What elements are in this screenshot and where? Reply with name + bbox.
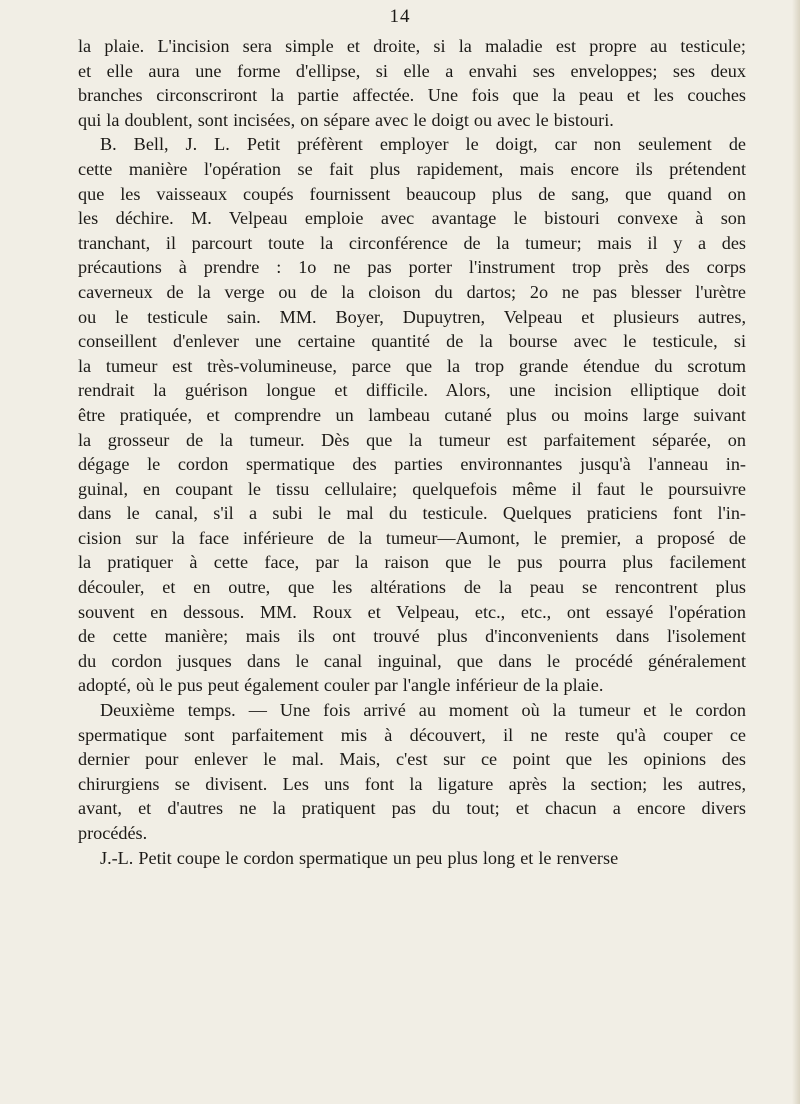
text-line: les déchire. M. Velpeau emploie avec avantage le bistouri convexe à son [78,208,746,229]
text-line: tranchant, il parcourt toute la circonférence de la tumeur; mais il y a des [78,232,746,253]
text-line: la pratiquer à cette face, par la raison que le pus pourra plus facilement [78,552,746,573]
text-line: B. Bell, J. L. Petit préfèrent employer le doigt, car non seulement de [100,134,746,155]
text-line: être pratiquée, et comprendre un lambeau cutané plus ou moins large suivant [78,404,746,425]
text-line: la grosseur de la tumeur. Dès que la tumeur est parfaitement séparée, on [78,429,746,450]
text-line: conseillent d'enlever une certaine quantité de la bourse avec le testicule, si [78,331,746,352]
text-line: spermatique sont parfaitement mis à découvert, il ne reste qu'à couper ce [78,724,746,745]
text-line: cette manière l'opération se fait plus rapidement, mais encore ils prétendent [78,158,746,179]
text-line: la tumeur est très-volumineuse, parce que la trop grande étendue du scrotum [78,355,746,376]
text-line: guinal, en coupant le tissu cellulaire; quelquefois même il faut le poursuivre [78,478,746,499]
page-edge-shadow [792,0,800,1104]
text-line: de cette manière; mais ils ont trouvé plus d'inconvenients dans l'isolement [78,626,746,647]
text-line: cision sur la face inférieure de la tumeur—Aumont, le premier, a proposé de [78,527,746,548]
text-line: avant, et d'autres ne la pratiquent pas du tout; et chacun a encore divers [78,798,746,819]
text-line: ou le testicule sain. MM. Boyer, Dupuytren, Velpeau et plusieurs autres, [78,306,746,327]
text-line: dans le canal, s'il a subi le mal du testicule. Quelques praticiens font l'in- [78,503,746,524]
text-line: procédés. [78,823,148,843]
text-line: J.-L. Petit coupe le cordon spermatique un peu plus long et le renverse [100,847,619,868]
text-line: qui la doublent, sont incisées, on sépare avec le doigt ou avec le bistouri. [78,109,614,130]
text-line: et elle aura une forme d'ellipse, si elle a envahi ses enveloppes; ses deux [78,60,746,81]
page-number: 14 [389,6,411,27]
text-line: branches circonscriront la partie affectée. Une fois que la peau et les couches [78,85,746,106]
body-text [78,34,746,870]
text-line: chirurgiens se divisent. Les uns font la ligature après la section; les autres, [78,773,746,794]
text-line: découler, et en outre, que les altérations de la peau se rencontrent plus [78,577,746,598]
text-line: dégage le cordon spermatique des parties environnantes jusqu'à l'anneau in- [78,454,746,475]
text-line: du cordon jusques dans le canal inguinal, que dans le procédé généralement [78,650,746,671]
text-line: souvent en dessous. MM. Roux et Velpeau, etc., etc., ont essayé l'opération [78,601,746,622]
text-line: précautions à prendre : 1o ne pas porter l'instrument trop près des corps [78,257,746,278]
text-line: caverneux de la verge ou de la cloison du dartos; 2o ne pas blesser l'urètre [78,281,746,302]
text-line: Deuxième temps. — Une fois arrivé au moment où la tumeur et le cordon [100,700,746,721]
text-line: la plaie. L'incision sera simple et droite, si la maladie est propre au testicule; [78,36,746,56]
text-line: rendrait la guérison longue et difficile. Alors, une incision elliptique doit [78,380,746,401]
text-line: que les vaisseaux coupés fournissent beaucoup plus de sang, que quand on [78,183,746,204]
text-line: dernier pour enlever le mal. Mais, c'est sur ce point que les opinions des [78,749,746,770]
text-line: adopté, où le pus peut également couler par l'angle inférieur de la plaie. [78,675,604,696]
